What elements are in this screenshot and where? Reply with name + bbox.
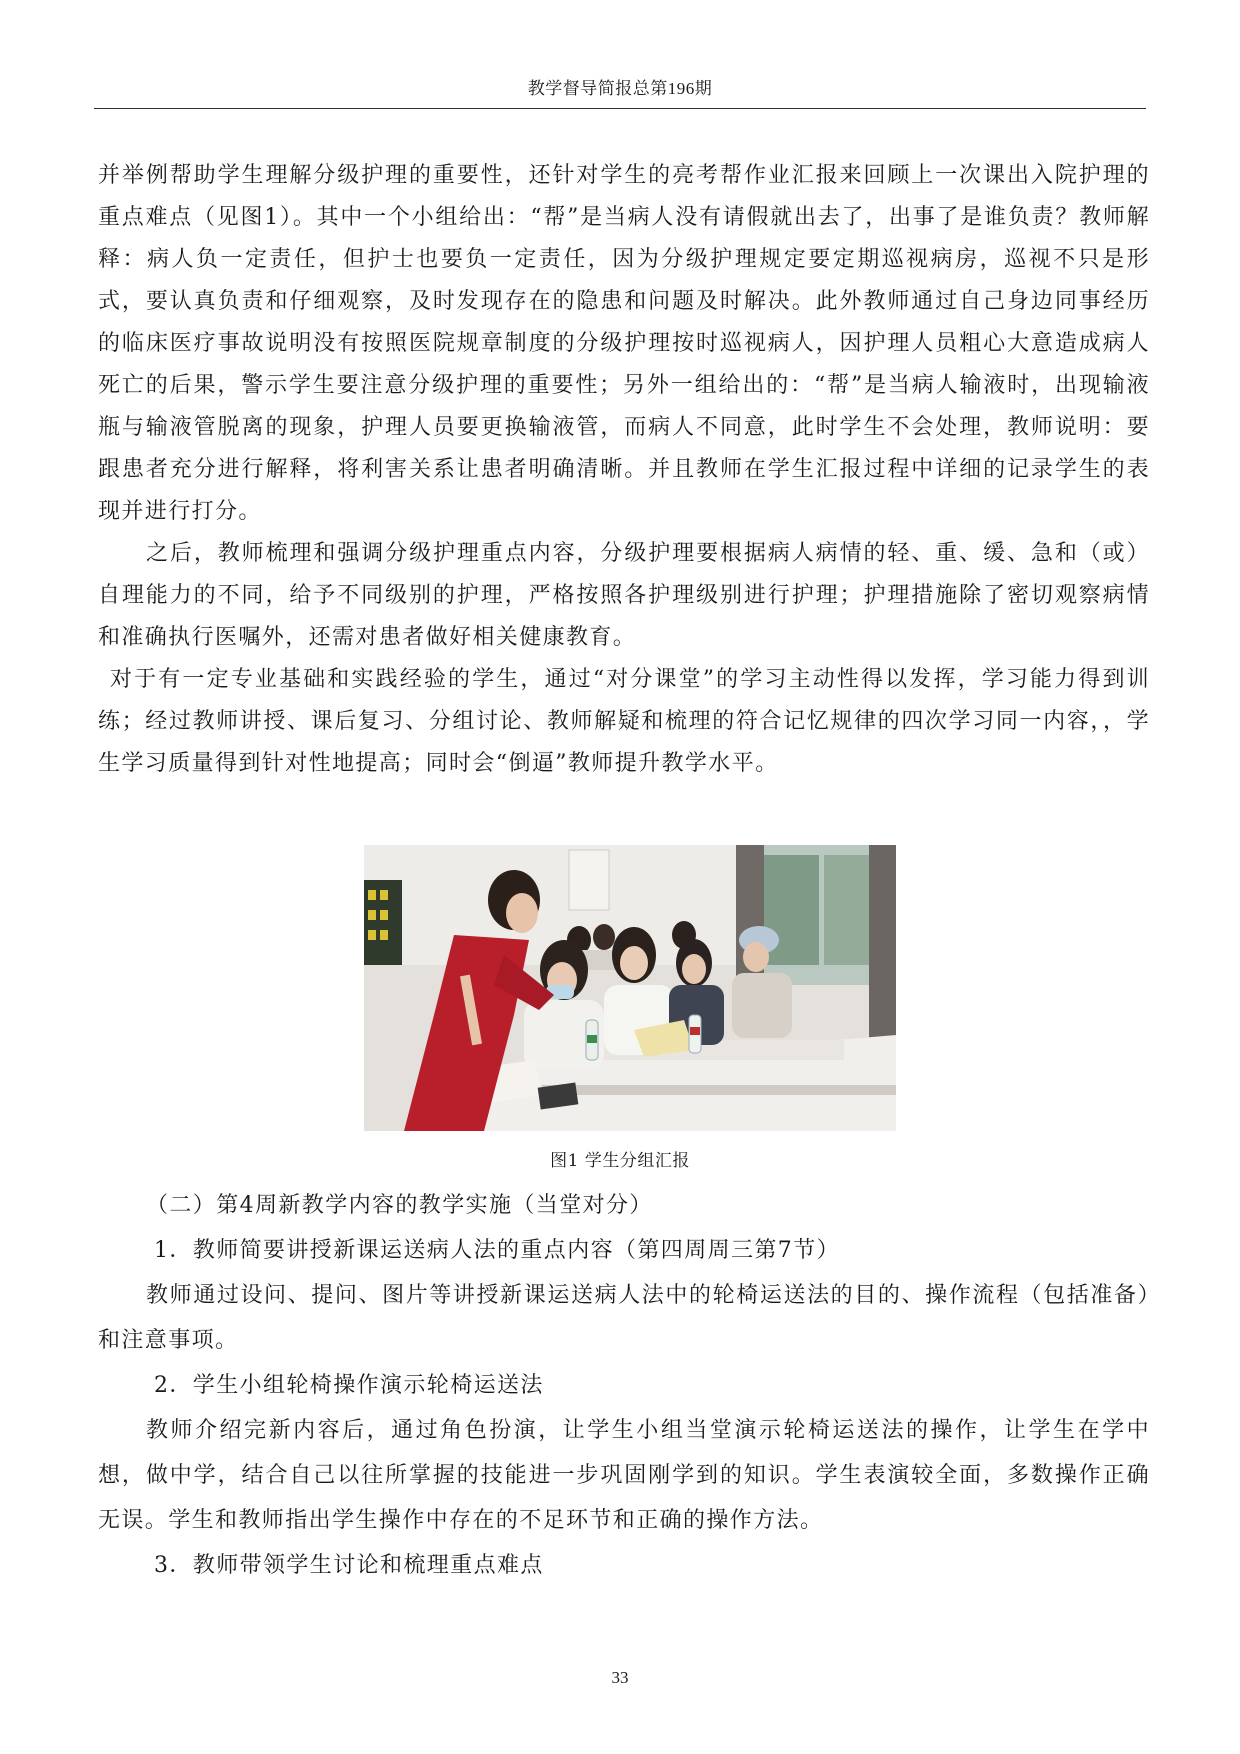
item-2-title: 2．学生小组轮椅操作演示轮椅运送法 xyxy=(154,1373,544,1398)
paragraph-1: 并举例帮助学生理解分级护理的重要性，还针对学生的亮考帮作业汇报来回顾上一次课出入院护理的重点难点（见图1）。其中一个小组给出：“帮”是当病人没有请假就出去了，出事了是谁负责？教师解释：病人负一定责任，但护士也要负一定责任，因为分级护理规定要定期巡视病房，巡视不只是形式，要认真负责和仔细观察，及时发现存在的隐患和问题及时解决。此外教师通过自己身边同事经历的临床医疗事故说明没有按照医院规章制度的分级护理按时巡视病人，因护理人员粗心大意造成病人死亡的后果，警示学生要注意分级护理的重要性；另外一组给出的：“帮”是当病人输液时，出现输液瓶与输液管脱离的现象，护理人员要更换输液管，而病人不同意，此时学生不会处理，教师说明：要跟患者充分进行解释，将利害关系让患者明确清晰。并且教师在学生汇报过程中详细的记录学生的表现并进行打分。 xyxy=(98,163,1150,524)
classroom-photo xyxy=(364,845,896,1131)
body-text-top xyxy=(98,155,1150,785)
paragraph-3: 对于有一定专业基础和实践经验的学生，通过“对分课堂”的学习主动性得以发挥，学习能力得到训练；经过教师讲授、课后复习、分组讨论、教师解疑和梳理的符合记忆规律的四次学习同一内容，，学生学习质量得到针对性地提高；同时会“倒逼”教师提升教学水平。 xyxy=(98,667,1150,776)
item-1-title: 1．教师简要讲授新课运送病人法的重点内容（第四周周三第7节） xyxy=(154,1238,840,1263)
item-3-title: 3．教师带领学生讨论和梳理重点难点 xyxy=(154,1553,544,1578)
figure-caption: 图1 学生分组汇报 xyxy=(550,1151,690,1171)
item-1-body: 教师通过设问、提问、图片等讲授新课运送病人法中的轮椅运送法的目的、操作流程（包括准备）和注意事项。 xyxy=(98,1283,1150,1353)
item-2-body: 教师介绍完新内容后，通过角色扮演，让学生小组当堂演示轮椅运送法的操作，让学生在学中想，做中学，结合自己以往所掌握的技能进一步巩固刚学到的知识。学生表演较全面，多数操作正确无误。学生和教师指出学生操作中存在的不足环节和正确的操作方法。 xyxy=(98,1418,1150,1533)
body-text-bottom xyxy=(98,1183,1150,1588)
page-header xyxy=(94,70,1146,109)
section-heading: （二）第4周新教学内容的教学实施（当堂对分） xyxy=(146,1193,653,1218)
paragraph-2: 之后，教师梳理和强调分级护理重点内容，分级护理要根据病人病情的轻、重、缓、急和（或）自理能力的不同，给予不同级别的护理，严格按照各护理级别进行护理；护理措施除了密切观察病情和准确执行医嘱外，还需对患者做好相关健康教育。 xyxy=(98,541,1150,650)
page-number: 33 xyxy=(611,1668,629,1687)
header-title: 教学督导简报总第196期 xyxy=(527,79,713,98)
